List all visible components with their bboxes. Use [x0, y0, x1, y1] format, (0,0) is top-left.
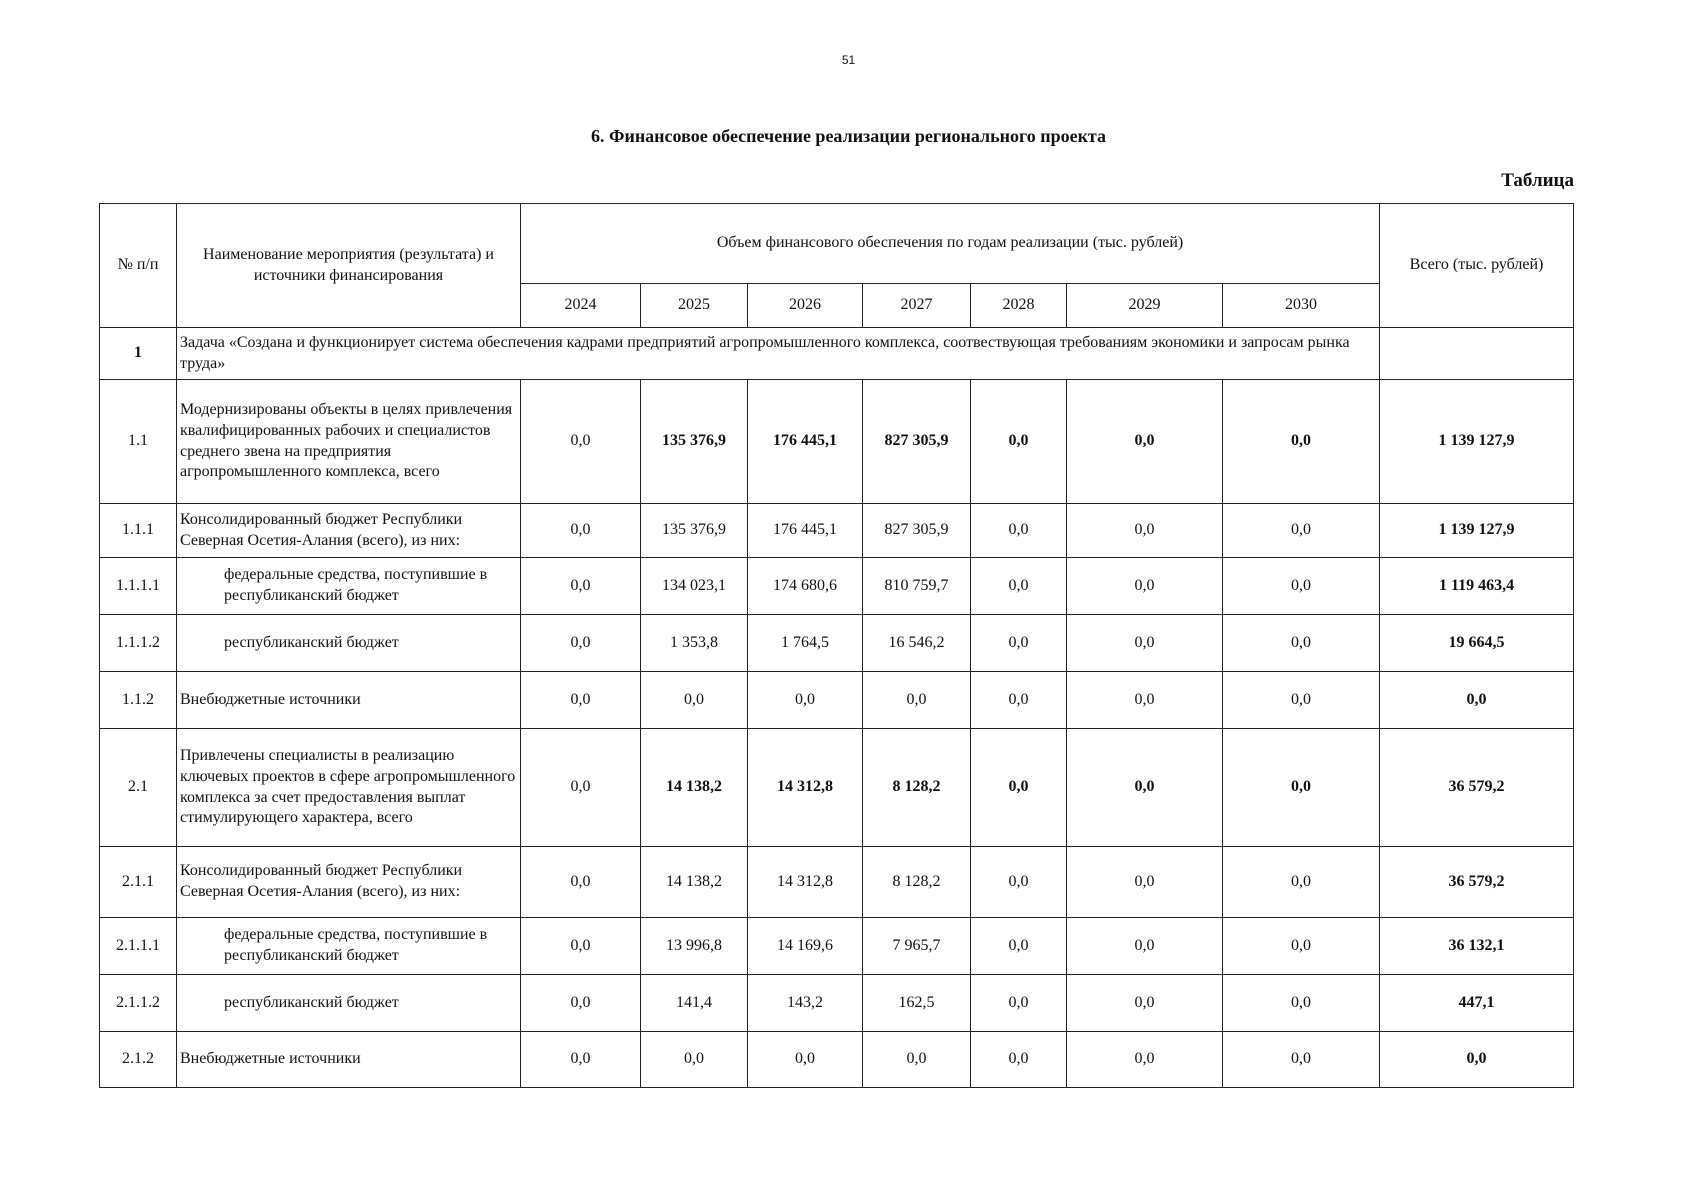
row-value: 0,0: [641, 672, 748, 729]
row-value: 0,0: [1067, 504, 1223, 558]
row-value: 0,0: [971, 729, 1067, 847]
row-num: 1.1.1.2: [100, 615, 177, 672]
row-value: 0,0: [971, 1032, 1067, 1088]
task-total-empty: [1380, 328, 1574, 380]
row-value: 0,0: [971, 615, 1067, 672]
header-year: 2026: [748, 284, 863, 328]
row-value: 0,0: [1223, 558, 1380, 615]
row-name: республиканский бюджет: [177, 615, 521, 672]
row-value: 0,0: [1223, 615, 1380, 672]
header-name: Наименование мероприятия (результата) и источники финансирования: [177, 204, 521, 328]
row-num: 1.1.2: [100, 672, 177, 729]
row-value: 0,0: [1067, 847, 1223, 918]
row-name: Внебюджетные источники: [177, 1032, 521, 1088]
row-value: 0,0: [1067, 672, 1223, 729]
row-total: 36 579,2: [1380, 729, 1574, 847]
row-num: 2.1.1.1: [100, 918, 177, 975]
row-value: 0,0: [521, 615, 641, 672]
row-name: федеральные средства, поступившие в республиканский бюджет: [177, 918, 521, 975]
row-value: 7 965,7: [863, 918, 971, 975]
row-num: 1.1.1: [100, 504, 177, 558]
row-value: 0,0: [1067, 380, 1223, 504]
row-value: 810 759,7: [863, 558, 971, 615]
row-total: 447,1: [1380, 975, 1574, 1032]
table-row: [100, 847, 1574, 918]
row-total: 36 579,2: [1380, 847, 1574, 918]
row-name: Внебюджетные источники: [177, 672, 521, 729]
row-value: 0,0: [521, 918, 641, 975]
row-value: 14 169,6: [748, 918, 863, 975]
table-row: [100, 558, 1574, 615]
row-value: 141,4: [641, 975, 748, 1032]
table-row: [100, 380, 1574, 504]
row-value: 135 376,9: [641, 380, 748, 504]
header-total: Всего (тыс. рублей): [1380, 204, 1574, 328]
row-value: 14 138,2: [641, 729, 748, 847]
row-value: 16 546,2: [863, 615, 971, 672]
table-row: [100, 615, 1574, 672]
row-value: 0,0: [971, 558, 1067, 615]
page-number: 51: [841, 53, 856, 67]
row-value: 1 353,8: [641, 615, 748, 672]
row-name: Консолидированный бюджет Республики Северная Осетия-Алания (всего), из них:: [177, 504, 521, 558]
row-value: 0,0: [1223, 672, 1380, 729]
header-year: 2030: [1223, 284, 1380, 328]
row-name: республиканский бюджет: [177, 975, 521, 1032]
row-value: 0,0: [1067, 558, 1223, 615]
table-row: [100, 729, 1574, 847]
row-value: 13 996,8: [641, 918, 748, 975]
row-value: 174 680,6: [748, 558, 863, 615]
row-value: 0,0: [521, 672, 641, 729]
row-value: 0,0: [971, 975, 1067, 1032]
row-value: 0,0: [971, 672, 1067, 729]
row-num: 2.1.1.2: [100, 975, 177, 1032]
row-value: 0,0: [748, 672, 863, 729]
row-name: Привлечены специалисты в реализацию ключевых проектов в сфере агропромышленного комплекса за счет предоставления выплат стимулирующего характера, всего: [177, 729, 521, 847]
row-value: 0,0: [1223, 504, 1380, 558]
row-value: 0,0: [521, 558, 641, 615]
row-total: 0,0: [1380, 672, 1574, 729]
row-value: 0,0: [971, 504, 1067, 558]
row-name: Модернизированы объекты в целях привлечения квалифицированных рабочих и специалистов среднего звена на предприятия агропромышленного комплекса, всего: [177, 380, 521, 504]
row-value: 0,0: [863, 1032, 971, 1088]
row-total: 19 664,5: [1380, 615, 1574, 672]
row-value: 0,0: [1067, 975, 1223, 1032]
row-value: 0,0: [521, 847, 641, 918]
row-value: 134 023,1: [641, 558, 748, 615]
row-value: 1 764,5: [748, 615, 863, 672]
row-value: 176 445,1: [748, 504, 863, 558]
row-value: 0,0: [971, 847, 1067, 918]
header-year: 2024: [521, 284, 641, 328]
row-value: 0,0: [748, 1032, 863, 1088]
row-value: 0,0: [1223, 1032, 1380, 1088]
row-total: 0,0: [1380, 1032, 1574, 1088]
table-row: [100, 918, 1574, 975]
table-row: [100, 1032, 1574, 1088]
row-value: 0,0: [1223, 729, 1380, 847]
financing-table: [99, 203, 1574, 1088]
row-value: 0,0: [863, 672, 971, 729]
row-value: 0,0: [1067, 918, 1223, 975]
header-year: 2025: [641, 284, 748, 328]
row-value: 827 305,9: [863, 504, 971, 558]
row-value: 0,0: [521, 729, 641, 847]
row-value: 827 305,9: [863, 380, 971, 504]
table-row: [100, 504, 1574, 558]
table-row: [100, 975, 1574, 1032]
task-row: [100, 328, 1574, 380]
row-value: 0,0: [521, 1032, 641, 1088]
table-row: [100, 672, 1574, 729]
section-title: 6. Финансовое обеспечение реализации регионального проекта: [590, 126, 1106, 146]
row-value: 0,0: [1067, 615, 1223, 672]
header-year: 2029: [1067, 284, 1223, 328]
row-value: 176 445,1: [748, 380, 863, 504]
row-num: 2.1.2: [100, 1032, 177, 1088]
row-value: 0,0: [1067, 1032, 1223, 1088]
row-value: 0,0: [971, 380, 1067, 504]
row-name: федеральные средства, поступившие в республиканский бюджет: [177, 558, 521, 615]
row-total: 1 139 127,9: [1380, 504, 1574, 558]
row-value: 143,2: [748, 975, 863, 1032]
row-value: 0,0: [1223, 847, 1380, 918]
task-num: 1: [100, 328, 177, 380]
row-value: 135 376,9: [641, 504, 748, 558]
header-year: 2027: [863, 284, 971, 328]
table-label: Таблица: [1501, 170, 1574, 191]
row-total: 36 132,1: [1380, 918, 1574, 975]
row-value: 0,0: [521, 975, 641, 1032]
row-value: 14 138,2: [641, 847, 748, 918]
row-value: 0,0: [521, 504, 641, 558]
row-num: 1.1: [100, 380, 177, 504]
row-name: Консолидированный бюджет Республики Северная Осетия-Алания (всего), из них:: [177, 847, 521, 918]
row-value: 0,0: [521, 380, 641, 504]
header-year: 2028: [971, 284, 1067, 328]
row-total: 1 139 127,9: [1380, 380, 1574, 504]
row-num: 2.1: [100, 729, 177, 847]
row-num: 2.1.1: [100, 847, 177, 918]
row-total: 1 119 463,4: [1380, 558, 1574, 615]
row-num: 1.1.1.1: [100, 558, 177, 615]
header-volume: Объем финансового обеспечения по годам реализации (тыс. рублей): [521, 204, 1380, 284]
row-value: 0,0: [1223, 975, 1380, 1032]
row-value: 0,0: [1067, 729, 1223, 847]
row-value: 0,0: [1223, 918, 1380, 975]
row-value: 8 128,2: [863, 729, 971, 847]
row-value: 0,0: [971, 918, 1067, 975]
task-text: Задача «Создана и функционирует система обеспечения кадрами предприятий агропромышленного комплекса, соотвествующая требованиям экономики и запросам рынка труда»: [177, 328, 1380, 380]
row-value: 0,0: [641, 1032, 748, 1088]
row-value: 162,5: [863, 975, 971, 1032]
row-value: 0,0: [1223, 380, 1380, 504]
row-value: 14 312,8: [748, 729, 863, 847]
row-value: 14 312,8: [748, 847, 863, 918]
row-value: 8 128,2: [863, 847, 971, 918]
header-num: № п/п: [100, 204, 177, 328]
